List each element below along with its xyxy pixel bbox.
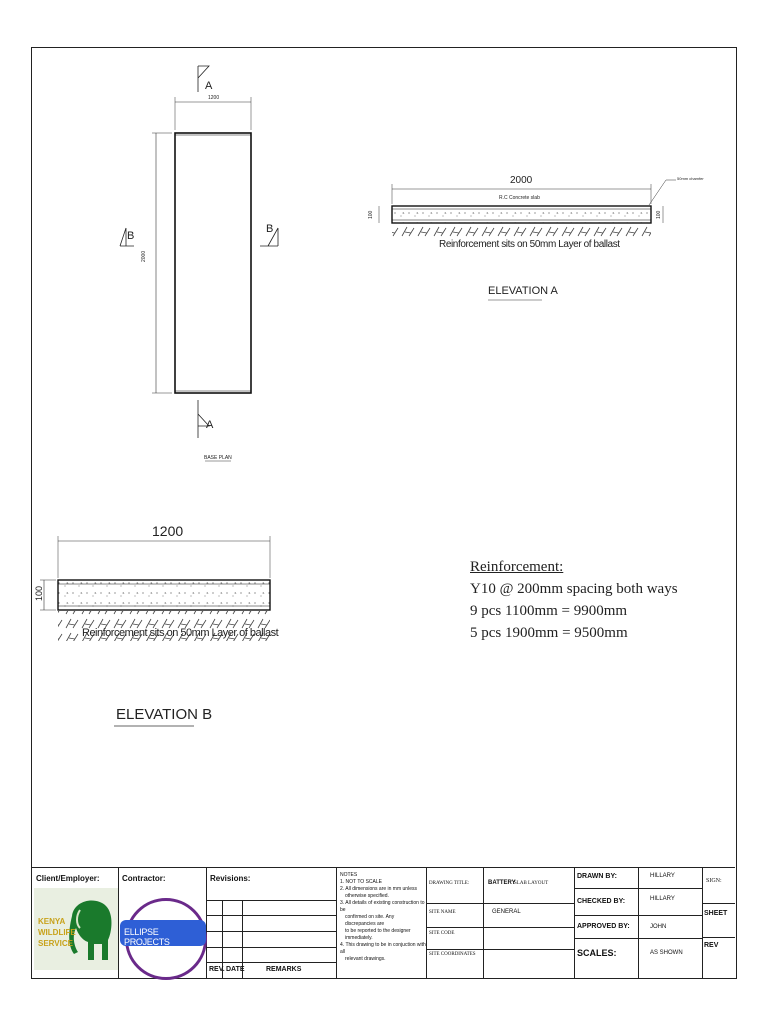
remarks-column-header: REMARKS [266,966,302,973]
kws-logo-line: KENYA [38,917,66,926]
client-label: Client/Employer: [36,874,100,883]
date-column-header: DATE [226,966,245,973]
section-b-left-label: B [127,230,135,242]
base-plan-title: BASE PLAN [204,455,232,461]
elevation-a-slab-note: R.C Concrete slab [499,195,540,201]
kws-logo-line: WILDLIFE [38,928,76,937]
checked-by-label: CHECKED BY: [577,898,626,905]
approved-by-value: JOHN [650,924,667,930]
client-cell [32,868,119,978]
scales-value: AS SHOWN [650,950,683,956]
contractor-logo-text: ELLIPSE PROJECTS [124,927,170,947]
drawing-title-rest: SLAB LAYOUT [514,881,549,886]
elevation-b-width-dimension: 1200 [152,523,184,539]
reinforcement-line: Y10 @ 200mm spacing both ways [470,581,678,597]
section-a-bottom-label: A [206,419,214,431]
reinforcement-line: 5 pcs 1900mm = 9500mm [470,625,628,641]
drawing-title-label: DRAWING TITLE: [429,881,470,886]
revisions-cell [206,868,337,978]
kws-logo [34,888,118,970]
kws-logo-line: SERVICE [38,939,73,948]
rev-label: REV [704,942,719,949]
sheet-label: SHEET [704,910,728,917]
reinforcement-notes [470,556,678,644]
drawn-by-value: HILLARY [650,873,675,879]
elevation-a-ballast-note: Reinforcement sits on 50mm Layer of ballast [439,239,620,250]
site-coordinates-label: SITE COORDINATES [429,952,476,957]
notes-cell [336,868,427,978]
note-line: immediately. [345,935,373,941]
sheet-cell [702,868,735,978]
approvals-cell [574,868,703,978]
notes-list [340,872,426,963]
note-line: 4. This drawing to be in conjuction with all [340,942,426,955]
elevation-a-title: ELEVATION A [488,285,558,297]
note-line: to be reported to the designer [345,928,411,934]
plan-length-dimension: 2000 [141,250,147,262]
section-b-right-label: B [266,223,274,235]
drawing-title-bold: BATTERY [488,880,516,886]
elevation-b-ballast-note: Reinforcement sits on 50mm Layer of ballast [82,627,279,639]
base-plan [120,66,278,461]
scales-label: SCALES: [577,948,617,958]
note-line: relevant drawings. [345,956,386,962]
note-line: 3. All details of existing construction to be [340,900,425,913]
title-block [32,867,735,978]
checked-by-value: HILLARY [650,896,675,902]
reinforcement-line: 9 pcs 1100mm = 9900mm [470,603,628,619]
drawing-info-cell [426,868,575,978]
approved-by-label: APPROVED BY: [577,923,630,930]
site-name-value: GENERAL [492,909,521,915]
rev-column-header: REV. [209,966,225,973]
site-name-label: SITE NAME [429,910,456,915]
revisions-label: Revisions: [210,874,251,883]
contractor-cell [118,868,207,978]
reinforcement-heading: Reinforcement: [470,559,564,575]
site-code-label: SITE CODE [429,931,455,936]
plan-width-dimension: 1200 [208,95,220,101]
note-line: 2. All dimensions are in mm unless [340,886,417,892]
sign-label: SIGN: [706,878,722,884]
elevation-a-length-dimension: 2000 [510,175,533,186]
note-line: 1. NOT TO SCALE [340,879,382,885]
elevation-a-thickness-left: 100 [368,210,374,219]
note-line: confirmed on site. Any discrepancies are [345,914,395,927]
elevation-a-chamfer-note: 50mm chamfer [677,176,704,181]
drawn-by-label: DRAWN BY: [577,873,617,880]
contractor-label: Contractor: [122,874,166,883]
elevation-b-title: ELEVATION B [116,706,213,723]
note-line: otherwise specified. [345,893,389,899]
section-a-top-label: A [205,80,213,92]
elevation-b-thickness-dimension: 100 [34,585,44,601]
notes-heading: NOTES [340,872,358,878]
elevation-a-thickness-right: 100 [656,210,662,219]
